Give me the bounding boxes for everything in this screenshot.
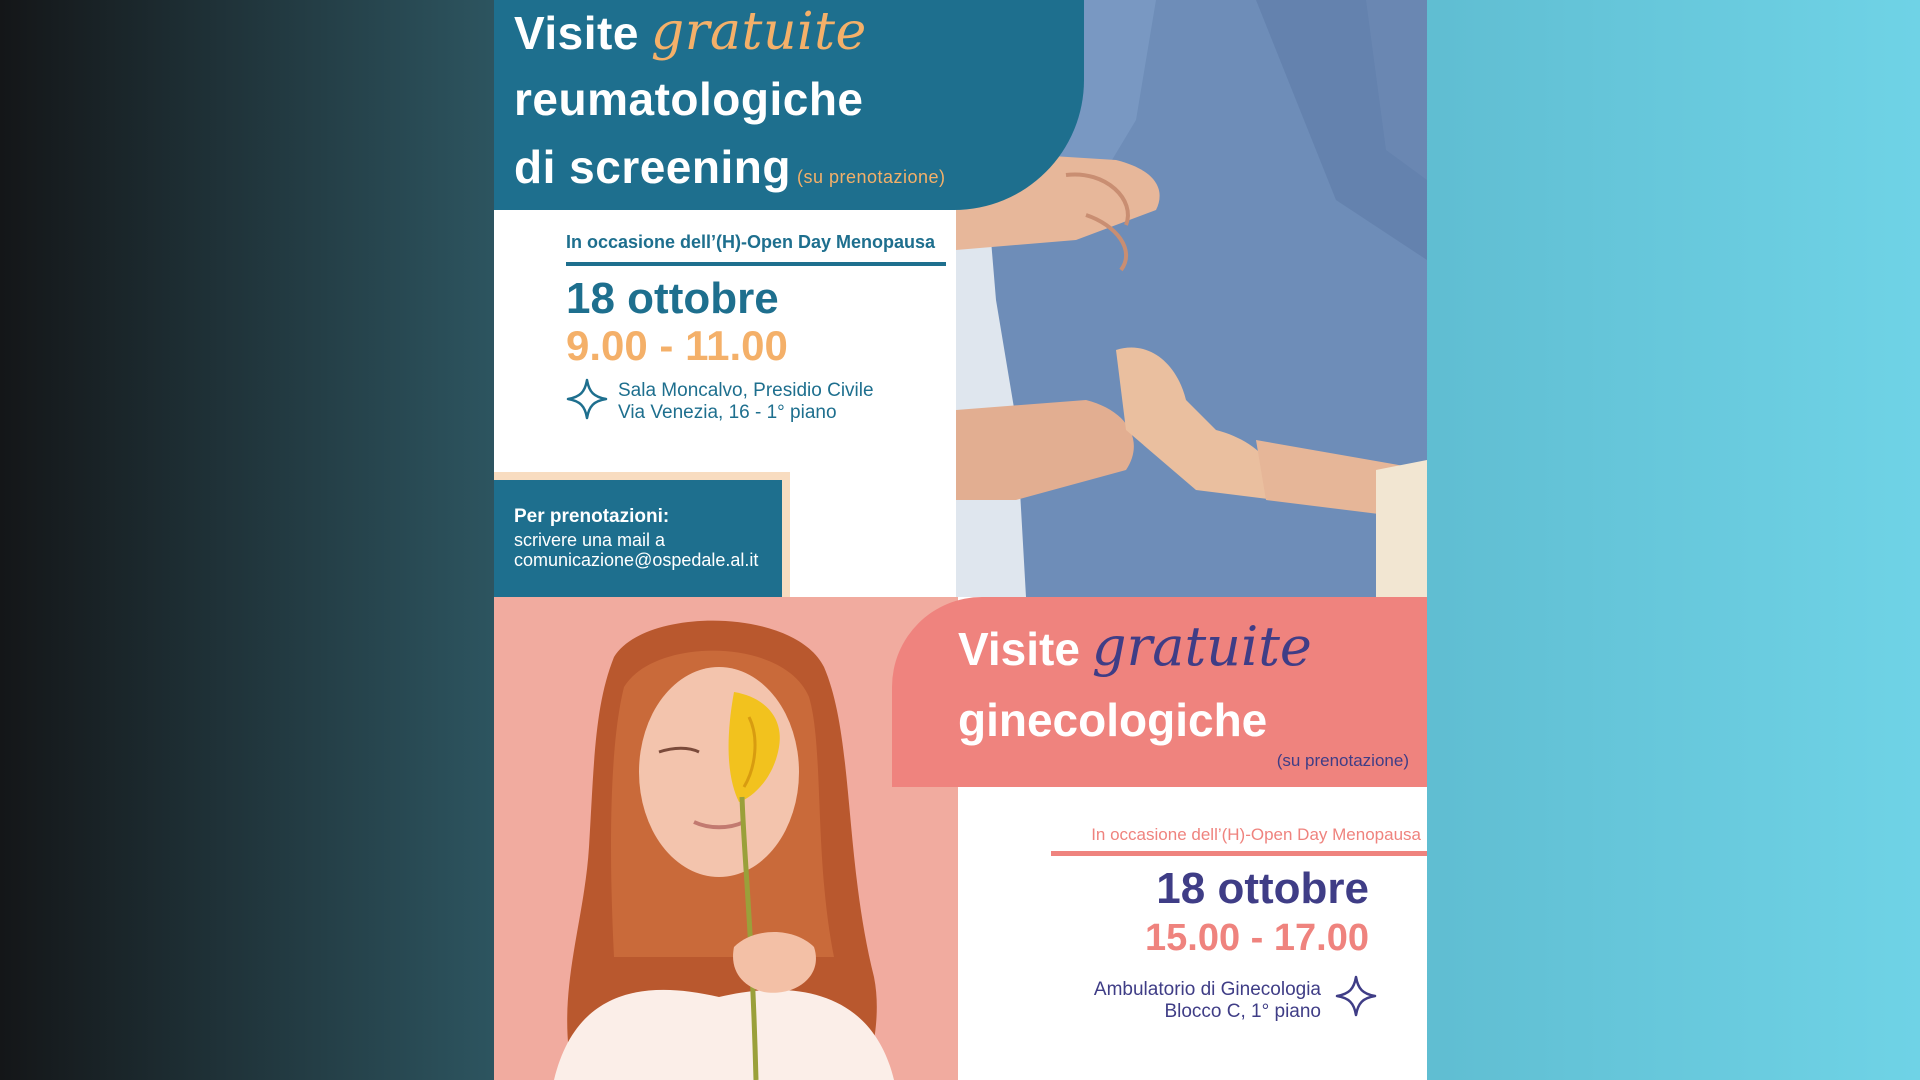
four-point-star-icon (566, 378, 608, 420)
bottom-title-line1: Visite gratuite (958, 615, 1312, 678)
top-title-highlight: gratuite (650, 2, 867, 62)
bottom-date: 18 ottobre (1156, 864, 1369, 913)
booking-instruction: scrivere una mail a (514, 530, 666, 550)
top-occasion: In occasione dell’(H)-Open Day Menopausa (566, 232, 936, 252)
bottom-event-info (968, 787, 1427, 1080)
bottom-title-highlight: gratuite (1091, 615, 1312, 678)
top-divider (566, 262, 946, 266)
top-title-line2: reumatologiche (514, 73, 864, 125)
four-point-star-icon (1335, 975, 1377, 1017)
woman-with-calla-lily-photo (494, 597, 958, 1080)
top-title-line3: di screening (su prenotazione) (514, 141, 946, 193)
bottom-booking-note: (su prenotazione) (1276, 751, 1409, 770)
top-date: 18 ottobre (566, 274, 779, 323)
bottom-divider (1051, 851, 1427, 856)
top-address: Sala Moncalvo, Presidio Civile Via Venezia, 16 - 1° piano (618, 380, 874, 423)
top-booking-note: (su prenotazione) (796, 167, 946, 187)
bottom-address: Ambulatorio di Ginecologia Blocco C, 1° piano (1093, 979, 1321, 1022)
booking-box (494, 480, 782, 597)
booking-email-link[interactable]: comunicazione@ospedale.al.it (514, 550, 759, 570)
top-time: 9.00 - 11.00 (566, 322, 788, 369)
bottom-title-line2: ginecologiche (958, 694, 1268, 746)
event-poster (494, 0, 1427, 1080)
bottom-occasion: In occasione dell’(H)-Open Day Menopausa (1091, 825, 1421, 844)
top-title-line1: Visite gratuite (514, 2, 867, 62)
booking-title: Per prenotazioni: (514, 506, 670, 527)
bottom-time: 15.00 - 17.00 (1145, 917, 1369, 959)
top-title-banner (494, 0, 1084, 210)
bottom-title-banner (892, 597, 1427, 787)
